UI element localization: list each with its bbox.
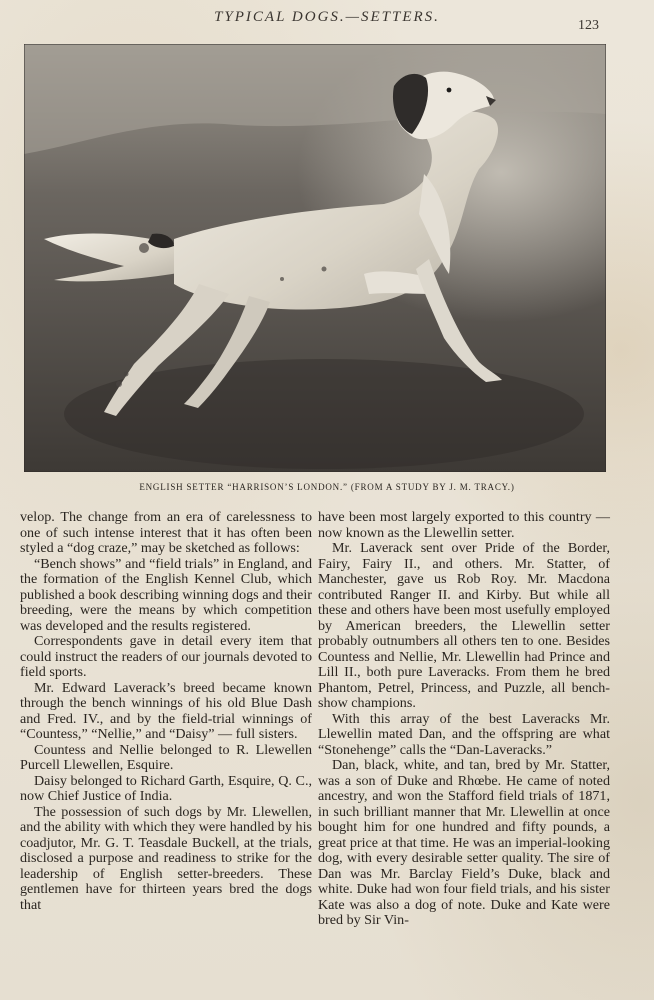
- paragraph: With this array of the best Laveracks Mr. Llewellin mated Dan, and the offspring are what “Stonehenge” calls the “Dan-Laveracks.”: [318, 710, 610, 758]
- paragraph: Correspondents gave in detail every item that could instruct the readers of our journals devoted to field sports.: [20, 633, 312, 680]
- paragraph: Dan, black, white, and tan, bred by Mr. Statter, was a son of Duke and Rhœbe. He came of noted ancestry, and won the Stafford field trials of 1871, in such brilliant manner that Mr. Llewellin at once bought him for one hundred and fifty pounds, a great price at that time. He was an imperial-looking dog, with every desirable setter quality. The sire of Dan was Mr. Barclay Field’s Duke, black and white. Duke had won four field trials, and his sister Kate was also a dog of note. Duke and Kate were bred by Sir Vin-: [318, 757, 610, 928]
- running-head: TYPICAL DOGS.—SETTERS.: [214, 9, 440, 25]
- left-column: [20, 510, 312, 913]
- paragraph: Mr. Laverack sent over Pride of the Border, Fairy, Fairy II., and others. Mr. Statter, of Manchester, gave us Rob Roy. Mr. Macdona contributed Ranger II. and Kirby. But while all these and others have been most usefully employed by American breeders, the Llewellin setter probably outnumbers all others ten to one. Besides Countess and Nellie, Mr. Llewellin had Prince and Lill II., both pure Laveracks. From them he bred Phantom, Petrel, Princess, and Puzzle, all bench-show champions.: [318, 540, 610, 711]
- paragraph: velop. The change from an era of carelessness to one of such intense interest that it has often been styled a “dog craze,” may be sketched as follows:: [20, 509, 312, 556]
- paragraph: Mr. Edward Laverack’s breed became known through the bench winnings of his old Blue Dash and Fred. IV., and by the field-trial winnings of “Countess,” “Nellie,” and “Daisy” — full sisters.: [20, 679, 312, 742]
- paragraph: Countess and Nellie belonged to R. Llewellen Purcell Llewellen, Esquire.: [20, 741, 312, 773]
- paragraph: Daisy belonged to Richard Garth, Esquire, Q. C., now Chief Justice of India.: [20, 772, 312, 804]
- setter-engraving: [24, 44, 606, 472]
- right-column: [318, 510, 610, 929]
- paragraph: “Bench shows” and “field trials” in England, and the formation of the English Kennel Club, which published a book describing winning dogs and their breeding, were the means by which competition was developed and the results registered.: [20, 555, 312, 634]
- paragraph: have been most largely exported to this country — now known as the Llewellin setter.: [318, 509, 610, 541]
- figure-caption: ENGLISH SETTER “HARRISON’S LONDON.” (FROM A STUDY BY J. M. TRACY.): [139, 482, 515, 492]
- page-number: 123: [578, 18, 599, 33]
- paragraph: The possession of such dogs by Mr. Llewellen, and the ability with which they were handled by his coadjutor, Mr. G. T. Teasdale Buckell, at the trials, disclosed a purpose and readiness to strike for the leadership of English setter-breeders. These gentlemen have for thirteen years bred the dogs that: [20, 803, 312, 913]
